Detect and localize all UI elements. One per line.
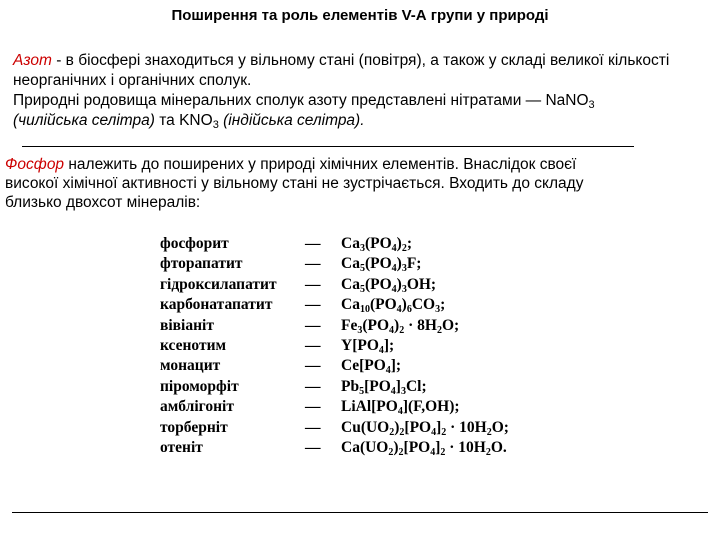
mineral-row [160, 438, 580, 458]
formula-part: CO [411, 296, 436, 314]
mineral-row [160, 336, 580, 356]
page-title: Поширення та роль елементів V-А групи у природі [171, 7, 549, 24]
formula-part: F; [406, 255, 422, 273]
formula-subscript: 4 [385, 365, 391, 377]
formula-subscript: 2 [485, 446, 491, 458]
mineral-name: піроморфіт [160, 377, 239, 395]
formula-part: ] [435, 438, 441, 456]
formula-part: LiAl[PO [341, 398, 398, 416]
mineral-name: карбонатапатит [160, 296, 273, 314]
formula-part: [PO [404, 418, 432, 436]
phosphorus-section [5, 155, 711, 212]
formula-subscript: 2 [486, 426, 492, 438]
formula-part: [PO [403, 438, 431, 456]
formula-part: ) [393, 438, 399, 456]
formula-subscript: 4 [397, 406, 403, 418]
mineral-formula [341, 377, 427, 397]
formula-part: Ce[PO [341, 357, 386, 375]
formula-part: OH; [406, 275, 437, 293]
formula-part: ) [396, 275, 402, 293]
mineral-name: монацит [160, 357, 221, 375]
mineral-dash: — [305, 357, 321, 375]
formula-part: ) [394, 316, 400, 334]
formula-part: Y[PO [341, 336, 379, 354]
formula-subscript: 2 [441, 426, 447, 438]
formula-subscript: 3 [359, 243, 365, 254]
formula-subscript: 2 [436, 324, 442, 336]
nitrogen-paragraph-1 [13, 51, 703, 91]
mineral-dash: — [305, 275, 321, 293]
formula-subscript: 10 [359, 304, 370, 316]
formula-part: Fe [341, 316, 358, 334]
formula-subscript: 2 [399, 324, 405, 336]
formula-part: Cl; [405, 377, 427, 395]
formula-part: (PO [369, 296, 397, 314]
mineral-dash: — [305, 438, 321, 456]
formula-part: ] [436, 418, 442, 436]
formula-subscript: 2 [398, 446, 404, 458]
formula-part: (PO [364, 275, 392, 293]
mineral-row [160, 397, 580, 417]
nano3-subscript: 3 [588, 99, 595, 111]
formula-subscript: 3 [357, 324, 363, 336]
phosphorus-line-1-text: належить до поширених у природі хімічних елементів. Внаслідок своєї [64, 156, 577, 173]
mineral-row [160, 356, 580, 376]
mineral-formula [341, 234, 412, 254]
mineral-name: отеніт [160, 438, 203, 456]
mineral-dash: — [305, 316, 321, 334]
indian-saltpeter-label: (індійська селітра). [223, 112, 365, 129]
formula-subscript: 3 [401, 283, 407, 295]
mineral-name: амблігоніт [160, 398, 234, 416]
formula-part: Ca [341, 296, 360, 314]
nitrate-deposits-text: Природні родовища мінеральних сполук азоту представлені нітратами — NaNO [13, 92, 589, 109]
formula-part: ) [396, 255, 402, 273]
mineral-formula [341, 254, 421, 274]
formula-subscript: 3 [401, 263, 407, 275]
formula-part: ]; [390, 357, 402, 375]
mineral-formula [341, 316, 459, 336]
formula-part: ; [406, 235, 412, 252]
formula-part: Cu(UO [341, 418, 390, 436]
formula-part: ](F,OH); [402, 398, 460, 416]
mineral-formula [341, 336, 394, 356]
mineral-row [160, 295, 580, 315]
formula-subscript: 4 [430, 446, 436, 458]
formula-part: O; [441, 316, 460, 334]
formula-subscript: 4 [389, 324, 395, 336]
formula-part: Ca [341, 275, 360, 293]
formula-part: Ca(UO [341, 438, 389, 456]
formula-part: (PO [364, 255, 392, 273]
formula-part: ) [396, 235, 402, 252]
mineral-dash: — [305, 418, 321, 436]
formula-subscript: 4 [431, 426, 437, 438]
formula-subscript: 2 [389, 426, 395, 438]
mineral-row [160, 377, 580, 397]
formula-subscript: 2 [399, 426, 405, 438]
kno3-subscript: 3 [212, 119, 219, 131]
mineral-formula [341, 438, 507, 458]
formula-subscript: 5 [359, 263, 365, 275]
formula-part: ) [394, 418, 400, 436]
formula-part: Ca [341, 255, 360, 273]
mineral-dash: — [305, 336, 321, 354]
formula-subscript: 5 [359, 283, 365, 295]
mineral-row [160, 254, 580, 274]
formula-subscript: 2 [388, 446, 394, 458]
formula-part: [PO [364, 377, 391, 395]
formula-part: Pb [341, 377, 360, 395]
mineral-formula [341, 295, 445, 315]
mineral-dash: — [305, 296, 321, 314]
mineral-formula [341, 397, 460, 417]
mineral-name: ксенотим [160, 336, 227, 354]
formula-subscript: 4 [396, 304, 402, 316]
mineral-row [160, 234, 580, 254]
formula-subscript: 4 [391, 283, 397, 295]
formula-part: (PO [364, 235, 392, 252]
mineral-name: вівіаніт [160, 316, 214, 334]
formula-part: ] [395, 377, 401, 395]
formula-subscript: 4 [391, 263, 397, 275]
mineral-dash: — [305, 377, 321, 395]
formula-subscript: 2 [440, 446, 446, 458]
phosphorus-term: Фосфор [5, 156, 65, 173]
phosphorus-line-3: близько двохсот мінералів: [5, 194, 201, 211]
phosphorus-line-1 [5, 155, 711, 174]
mineral-formula [341, 275, 436, 295]
section-divider [22, 146, 634, 147]
mineral-name: фосфорит [160, 235, 229, 252]
formula-subscript: 3 [435, 304, 441, 316]
formula-part: O; [491, 418, 509, 436]
formula-part: · 8H [404, 316, 437, 334]
nitrogen-term: Азот [13, 52, 52, 69]
formula-part: ; [440, 296, 446, 314]
formula-part: Ca [341, 235, 360, 252]
minerals-list [160, 234, 580, 462]
chile-saltpeter-label: (чилійська селітра) [13, 112, 155, 129]
formula-subscript: 6 [406, 304, 412, 316]
nitrogen-description: - в біосфері знаходиться у вільному стані (повітря), а також у складі великої кількості неорганічних і органічних сполук. [13, 52, 670, 89]
mineral-name: фторапатит [160, 255, 243, 273]
formula-subscript: 3 [400, 385, 406, 397]
nitrogen-section [13, 51, 703, 131]
formula-part: O. [490, 438, 507, 456]
formula-part: · 10H [446, 418, 487, 436]
phosphorus-line-2: високої хімічної активності у вільному стані не зустрічається. Входить до складу [5, 175, 584, 192]
mineral-row [160, 418, 580, 438]
mineral-name: торберніт [160, 418, 228, 436]
mineral-row [160, 316, 580, 336]
mineral-formula [341, 356, 401, 376]
nitrogen-paragraph-2 [13, 91, 703, 131]
formula-part: (PO [362, 316, 390, 334]
formula-part: ) [401, 296, 407, 314]
mineral-formula [341, 418, 509, 438]
formula-subscript: 4 [378, 344, 384, 356]
formula-subscript: 5 [359, 385, 365, 397]
mineral-row [160, 275, 580, 295]
kno3-text: та KNO [154, 112, 213, 129]
formula-subscript: 4 [391, 243, 397, 254]
mineral-dash: — [305, 255, 321, 273]
mineral-dash: — [305, 235, 321, 252]
formula-part: ]; [383, 336, 395, 354]
bottom-rule [12, 512, 708, 513]
mineral-dash: — [305, 398, 321, 416]
mineral-name: гідроксилапатит [160, 275, 277, 293]
formula-part: · 10H [445, 438, 486, 456]
formula-subscript: 2 [401, 243, 407, 254]
formula-subscript: 4 [390, 385, 396, 397]
